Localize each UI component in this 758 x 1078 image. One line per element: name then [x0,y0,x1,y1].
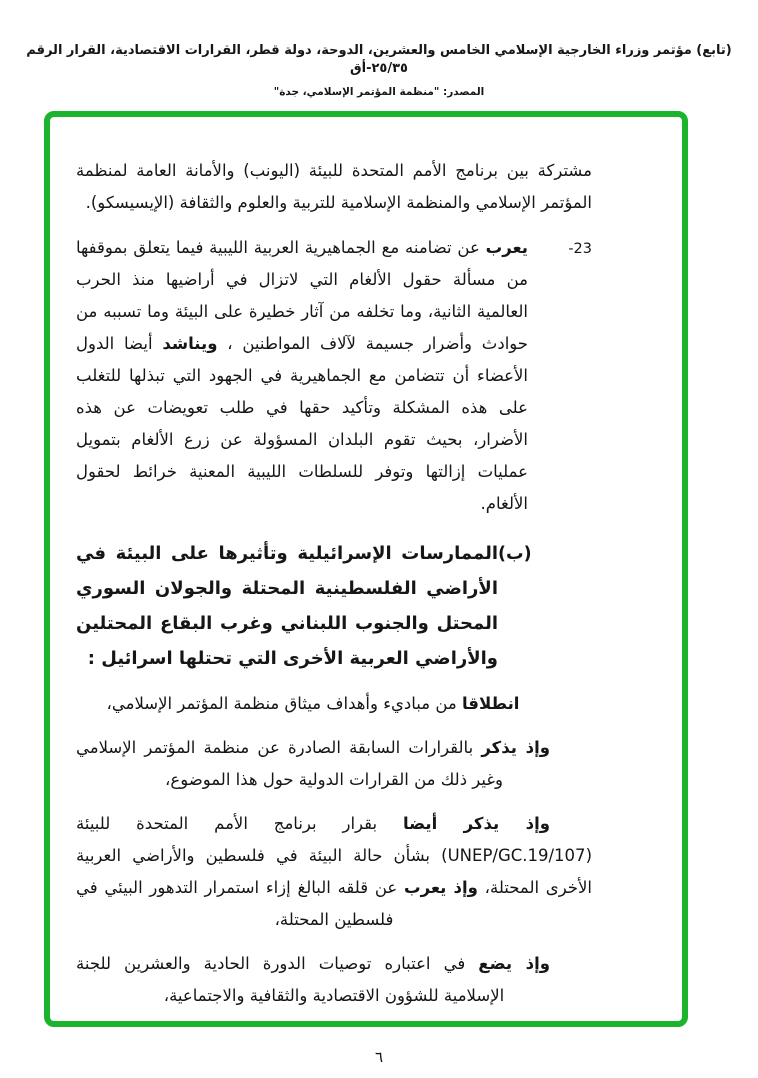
section-heading [76,536,592,676]
header-source: المصدر: "منظمة المؤتمر الإسلامي، جدة" [273,86,485,98]
page-number: ٦ [374,1048,384,1066]
paragraph-text: انطلاقا من مباديء وأهداف ميثاق منظمة المؤتمر الإسلامي، [106,694,520,713]
paragraph-text: وإذ يضع في اعتباره توصيات الدورة الحادية والعشرين للجنة الإسلامية للشؤون الاقتصادية والثقافية والاجتماعية، [76,954,550,1005]
paragraph [76,155,592,219]
paragraph [76,808,592,936]
paragraph [76,688,592,720]
paragraph-text: وإذ يذكر بالقرارات السابقة الصادرة عن منظمة المؤتمر الإسلامي وغير ذلك من القرارات الدولية حول هذا الموضوع، [76,738,550,789]
header-title: (تابع) مؤتمر وزراء الخارجية الإسلامي الخامس والعشرين، الدوحة، دولة قطر، القرارات الاقتصادية، القرار الرقم ٢٥/٣٥-أق [26,43,732,76]
paragraph [76,732,592,796]
paragraph-text: يعرب عن تضامنه مع الجماهيرية العربية الليبية فيما يتعلق بموقفها من مسألة حقول الألغام التي لاتزال في أراضيها منذ الحرب العالمية الثانية، وما تخلفه من آثار خطيرة على البيئة وما تسببه من حوادث وأضرار جسيمة لآلاف المواطنين ، ويناشد أيضا الدول الأعضاء أن تتضامن مع الجماهيرية في الجهود التي تبذلها للتغلب على هذه المشكلة وتأكيد حقها في طلب تعويضات عن هذه الأضرار، بحيث تقوم البلدان المسؤولة عن زرع الألغام بتمويل عمليات إزالتها وتوفر للسلطات الليبية المعنية خرائط لحقول الألغام. [76,238,528,513]
page-header [0,0,758,98]
paragraph [76,232,592,520]
section-marker: (ب) [498,544,532,564]
paragraph-text: مشتركة بين برنامج الأمم المتحدة للبيئة (اليونب) والأمانة العامة لمنظمة المؤتمر الإسلامي والمنظمة الإسلامية للتربية والعلوم والثقافة (الإيسيسكو). [76,161,592,212]
paragraph [76,948,592,1012]
paragraph-text: الممارسات الإسرائيلية وتأثيرها على البيئة في الأراضي الفلسطينية المحتلة والجولان السوري المحتل والجنوب اللبناني وغرب البقاع المحتلين والأراضي العربية الأخرى التي تحتلها اسرائيل : [76,543,498,669]
content-area [50,117,682,1012]
item-number: 23- [568,241,592,257]
green-border-box [44,111,688,1027]
paragraph-text: وإذ يذكر أيضا بقرار برنامج الأمم المتحدة للبيئة (UNEP/GC.19/107) بشأن حالة البيئة في فلسطين والأراضي العربية الأخرى المحتلة، وإذ يعرب عن قلقه البالغ إزاء استمرار التدهور البيئي في فلسطين المحتلة، [76,814,592,929]
